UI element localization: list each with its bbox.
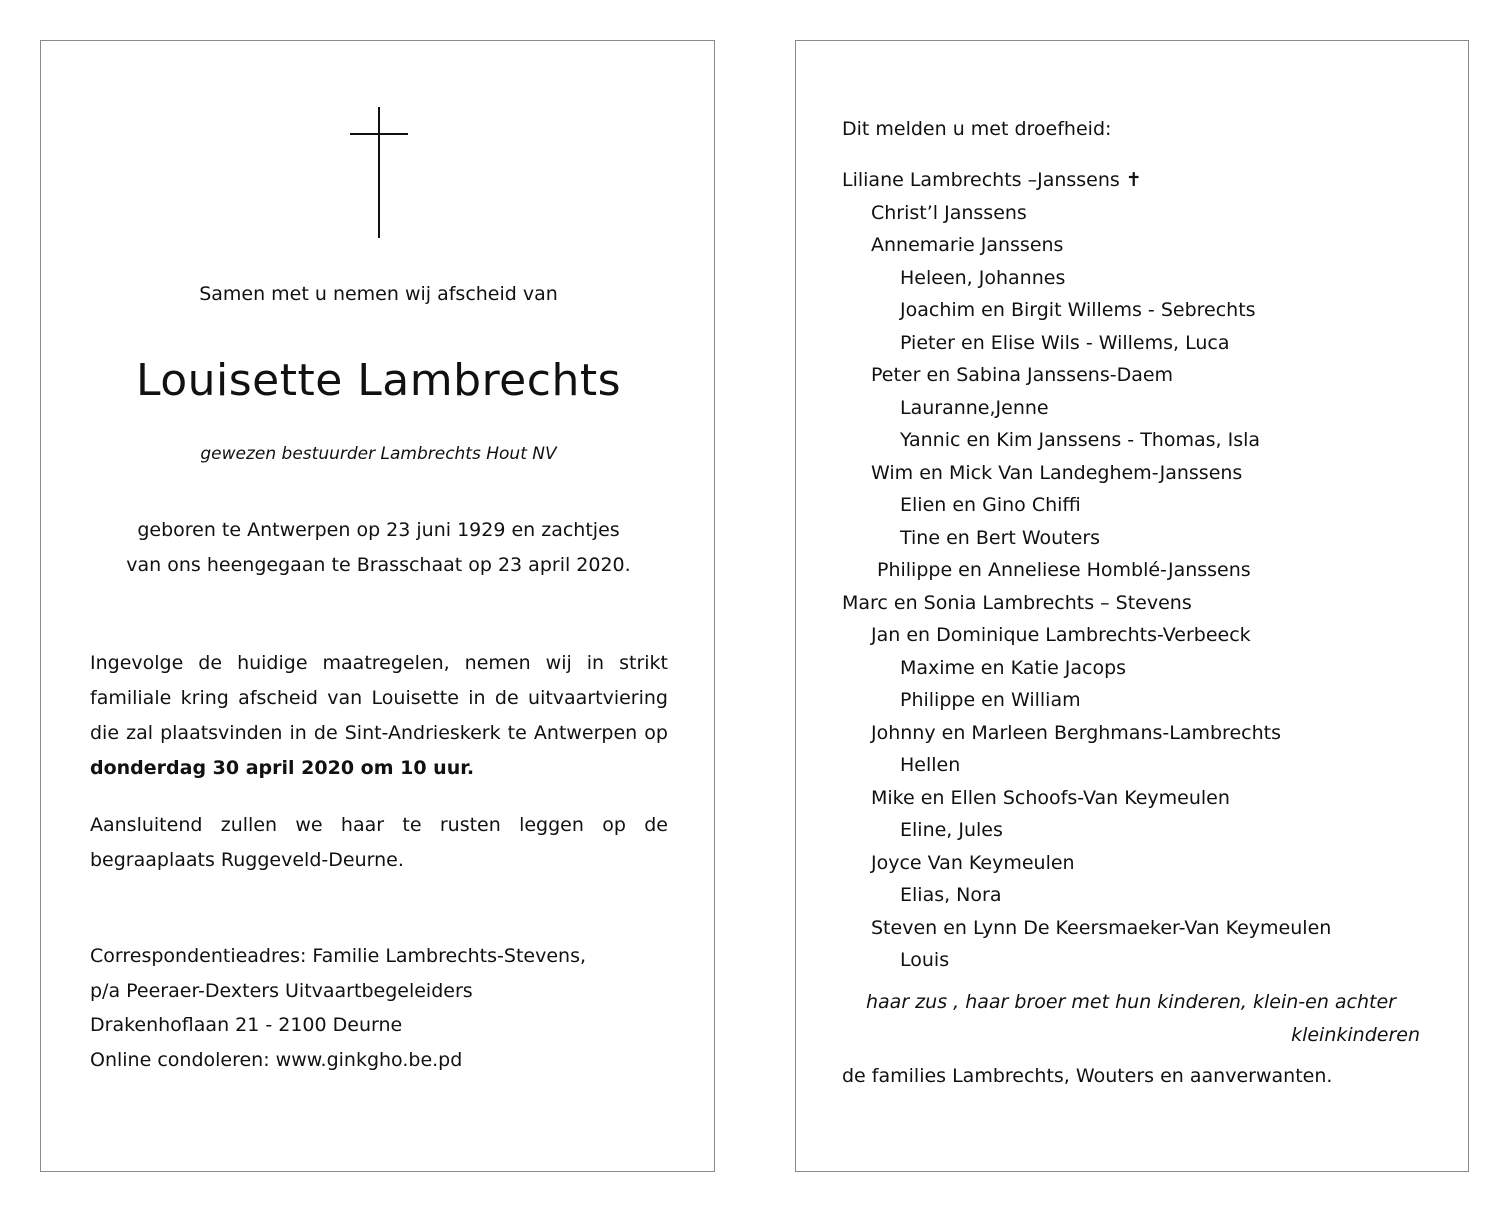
family-member: Tine en Bert Wouters <box>900 526 1101 549</box>
family-member: Pieter en Elise Wils - Willems, Luca <box>900 331 1230 354</box>
family-member: Maxime en Katie Jacops <box>900 656 1127 679</box>
family-member: Elias, Nora <box>900 884 1002 906</box>
ceremony-date: donderdag 30 april 2020 om 10 uur. <box>90 757 475 779</box>
address-line: Drakenhoflaan 21 - 2100 Deurne <box>90 1014 403 1036</box>
family-member: Joyce Van Keymeulen <box>871 851 1075 874</box>
cross-horizontal-bar <box>350 133 408 135</box>
address-line: p/a Peeraer-Dexters Uitvaartbegeleiders <box>90 979 473 1002</box>
intro-text: Samen met u nemen wij afscheid van <box>199 283 558 305</box>
correspondence-address <box>90 939 586 1077</box>
family-list <box>842 164 1331 977</box>
family-member: Elien en Gino Chiffi <box>900 494 1081 516</box>
announcement-heading: Dit melden u met droefheid: <box>842 118 1112 140</box>
family-member: Jan en Dominique Lambrechts-Verbeeck <box>871 624 1251 646</box>
family-member: Lauranne,Jenne <box>900 396 1049 419</box>
family-member: Joachim en Birgit Willems - Sebrechts <box>900 299 1256 321</box>
burial-paragraph: Aansluitend zullen we haar te rusten leggen op de begraaplaats Ruggeveld-Deurne. <box>90 814 668 871</box>
death-line: van ons heengegaan te Brasschaat op 23 april 2020. <box>126 554 631 576</box>
family-member: Marc en Sonia Lambrechts – Stevens <box>842 591 1192 614</box>
birth-line: geboren te Antwerpen op 23 juni 1929 en zachtjes <box>137 519 620 541</box>
family-member: Mike en Ellen Schoofs-Van Keymeulen <box>871 786 1230 809</box>
address-line: Correspondentieadres: Familie Lambrechts-Stevens, <box>90 945 587 967</box>
online-condolence-line: Online condoleren: www.ginkgho.be.pd <box>90 1048 463 1071</box>
family-member: Hellen <box>900 754 961 776</box>
ceremony-paragraph <box>90 646 668 786</box>
family-member: Philippe en William <box>900 689 1081 711</box>
cross-icon <box>350 107 408 238</box>
relatives-note <box>866 986 1420 1052</box>
deceased-name: Louisette Lambrechts <box>135 355 622 406</box>
obituary-left-card <box>40 40 715 1172</box>
family-member: Louis <box>900 949 950 971</box>
cross-vertical-bar <box>378 107 380 238</box>
deceased-role: gewezen bestuurder Lambrechts Hout NV <box>200 444 557 464</box>
family-member: Liliane Lambrechts –Janssens ✝ <box>842 169 1142 191</box>
family-member: Peter en Sabina Janssens-Daem <box>871 364 1174 386</box>
family-member: Philippe en Anneliese Homblé-Janssens <box>877 559 1251 581</box>
family-member: Johnny en Marleen Berghmans-Lambrechts <box>871 721 1281 744</box>
family-member: Christ’l Janssens <box>871 201 1027 224</box>
family-member: Wim en Mick Van Landeghem-Janssens <box>871 461 1243 484</box>
relatives-line: haar zus , haar broer met hun kinderen, klein-en achter <box>866 991 1396 1013</box>
families-footer: de families Lambrechts, Wouters en aanverwanten. <box>842 1065 1333 1087</box>
family-member: Yannic en Kim Janssens - Thomas, Isla <box>900 429 1261 451</box>
family-member: Annemarie Janssens <box>871 234 1064 256</box>
family-member: Eline, Jules <box>900 819 1003 841</box>
relatives-line: kleinkinderen <box>1291 1024 1420 1046</box>
obituary-right-card <box>795 40 1469 1172</box>
life-dates <box>41 513 716 583</box>
family-member: Heleen, Johannes <box>900 266 1066 289</box>
ceremony-text: Ingevolge de huidige maatregelen, nemen wij in strikt familiale kring afscheid van Louisette in de uitvaartviering die zal plaatsvinden in de Sint-Andrieskerk te Antwerpen op <box>90 652 668 744</box>
family-member: Steven en Lynn De Keersmaeker-Van Keymeulen <box>871 916 1332 939</box>
